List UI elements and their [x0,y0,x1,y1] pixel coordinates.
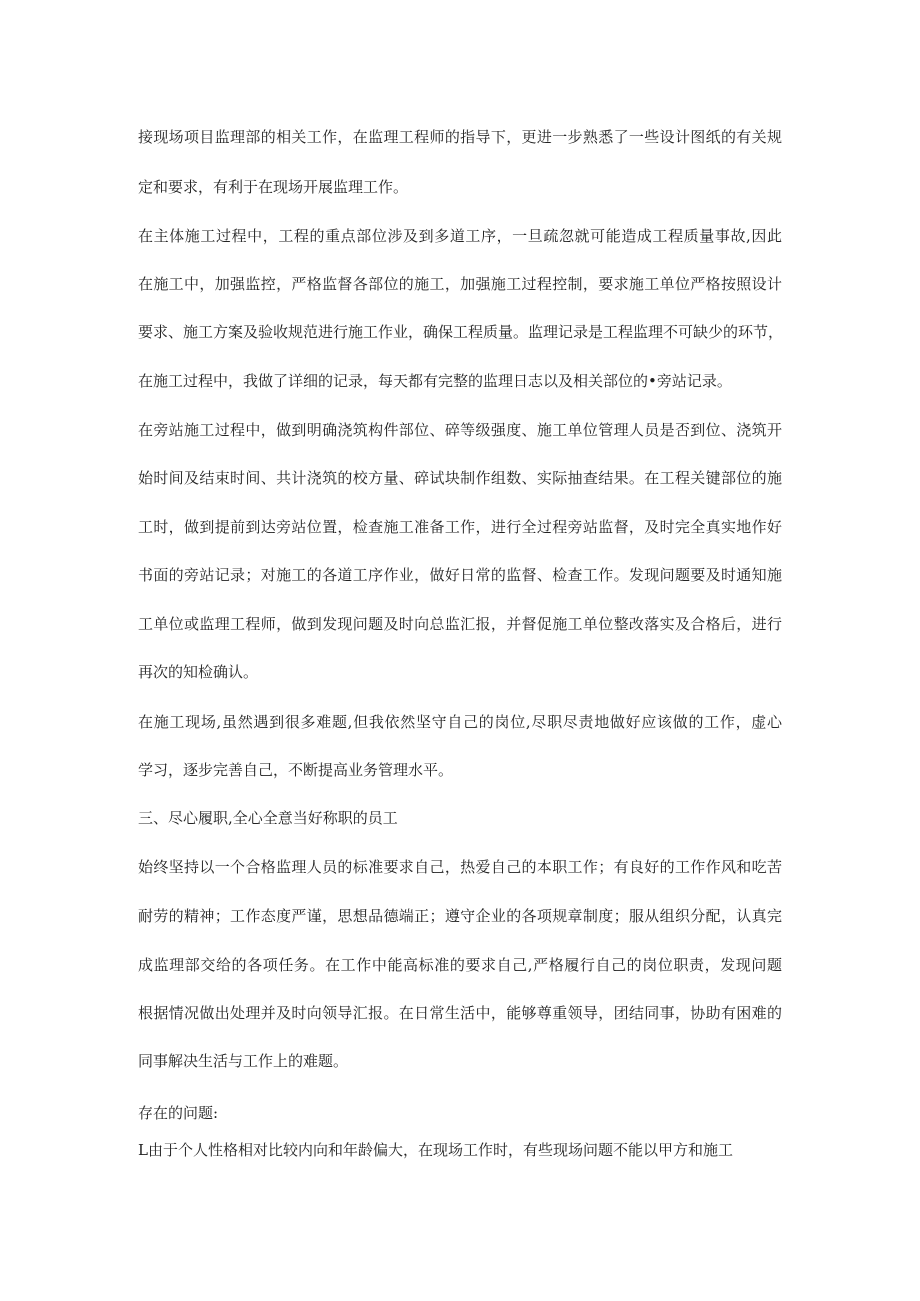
paragraph-line: 在主体施工过程中，工程的重点部位涉及到多道工序，一旦疏忽就可能造成工程质量事故,因此 [138,227,782,245]
paragraph-line: 在旁站施工过程中，做到明确浇筑构件部位、碎等级强度、施工单位管理人员是否到位、浇筑开 [138,421,782,439]
paragraph-line: 在施工现场,虽然遇到很多难题,但我依然坚守自己的岗位,尽职尽责地做好应该做的工作，虚心 [138,713,782,731]
paragraph-line: 在施工中，加强监控，严格监督各部位的施工，加强施工过程控制，要求施工单位严格按照设计 [138,275,782,293]
paragraph-line: 耐劳的精神；工作态度严谨，思想品德端正；遵守企业的各项规章制度；服从组织分配，认真完 [138,907,782,925]
paragraph-line: 工时，做到提前到达旁站位置，检查施工准备工作，进行全过程旁站监督，及时完全真实地作好 [138,518,782,536]
paragraph-line: 始终坚持以一个合格监理人员的标准要求自己，热爱自己的本职工作；有良好的工作作风和吃苦 [138,858,782,876]
paragraph-line: 学习，逐步完善自己，不断提高业务管理水平。 [138,761,454,779]
paragraph-line: 在施工过程中，我做了详细的记录，每天都有完整的监理日志以及相关部位的•旁站记录。 [138,372,732,390]
paragraph-line: L由于个人性格相对比较内向和年龄偏大，在现场工作时，有些现场问题不能以甲方和施工 [138,1141,733,1159]
paragraph-line: 书面的旁站记录；对施工的各道工序作业，做好日常的监督、检查工作。发现问题要及时通知施 [138,566,782,584]
paragraph-line: 工单位或监理工程师，做到发现问题及时向总监汇报，并督促施工单位整改落实及合格后，进行 [138,615,782,633]
paragraph-line: 成监理部交给的各项任务。在工作中能高标准的要求自己,严格履行自己的岗位职责，发现问题 [138,956,782,974]
paragraph-line: 定和要求，有利于在现场开展监理工作。 [138,178,409,196]
paragraph-line: 根据情况做出处理并及时向领导汇报。在日常生活中，能够尊重领导，团结同事，协助有困难的 [138,1004,782,1022]
paragraph-line: 要求、施工方案及验收规范进行施工作业，确保工程质量。监理记录是工程监理不可缺少的环节， [138,323,784,341]
paragraph-line: 同事解决生活与工作上的难题。 [138,1052,349,1070]
paragraph-line: 始时间及结束时间、共计浇筑的校方量、碎试块制作组数、实际抽查结果。在工程关键部位的施 [138,469,782,487]
section-heading: 三、尽心履职,全心全意当好称职的员工 [138,809,398,827]
paragraph-line: 接现场项目监理部的相关工作，在监理工程师的指导下，更进一步熟悉了一些设计图纸的有关规 [138,128,782,146]
paragraph-line: 再次的知检确认。 [138,663,259,681]
issues-heading: 存在的问题: [138,1104,219,1122]
